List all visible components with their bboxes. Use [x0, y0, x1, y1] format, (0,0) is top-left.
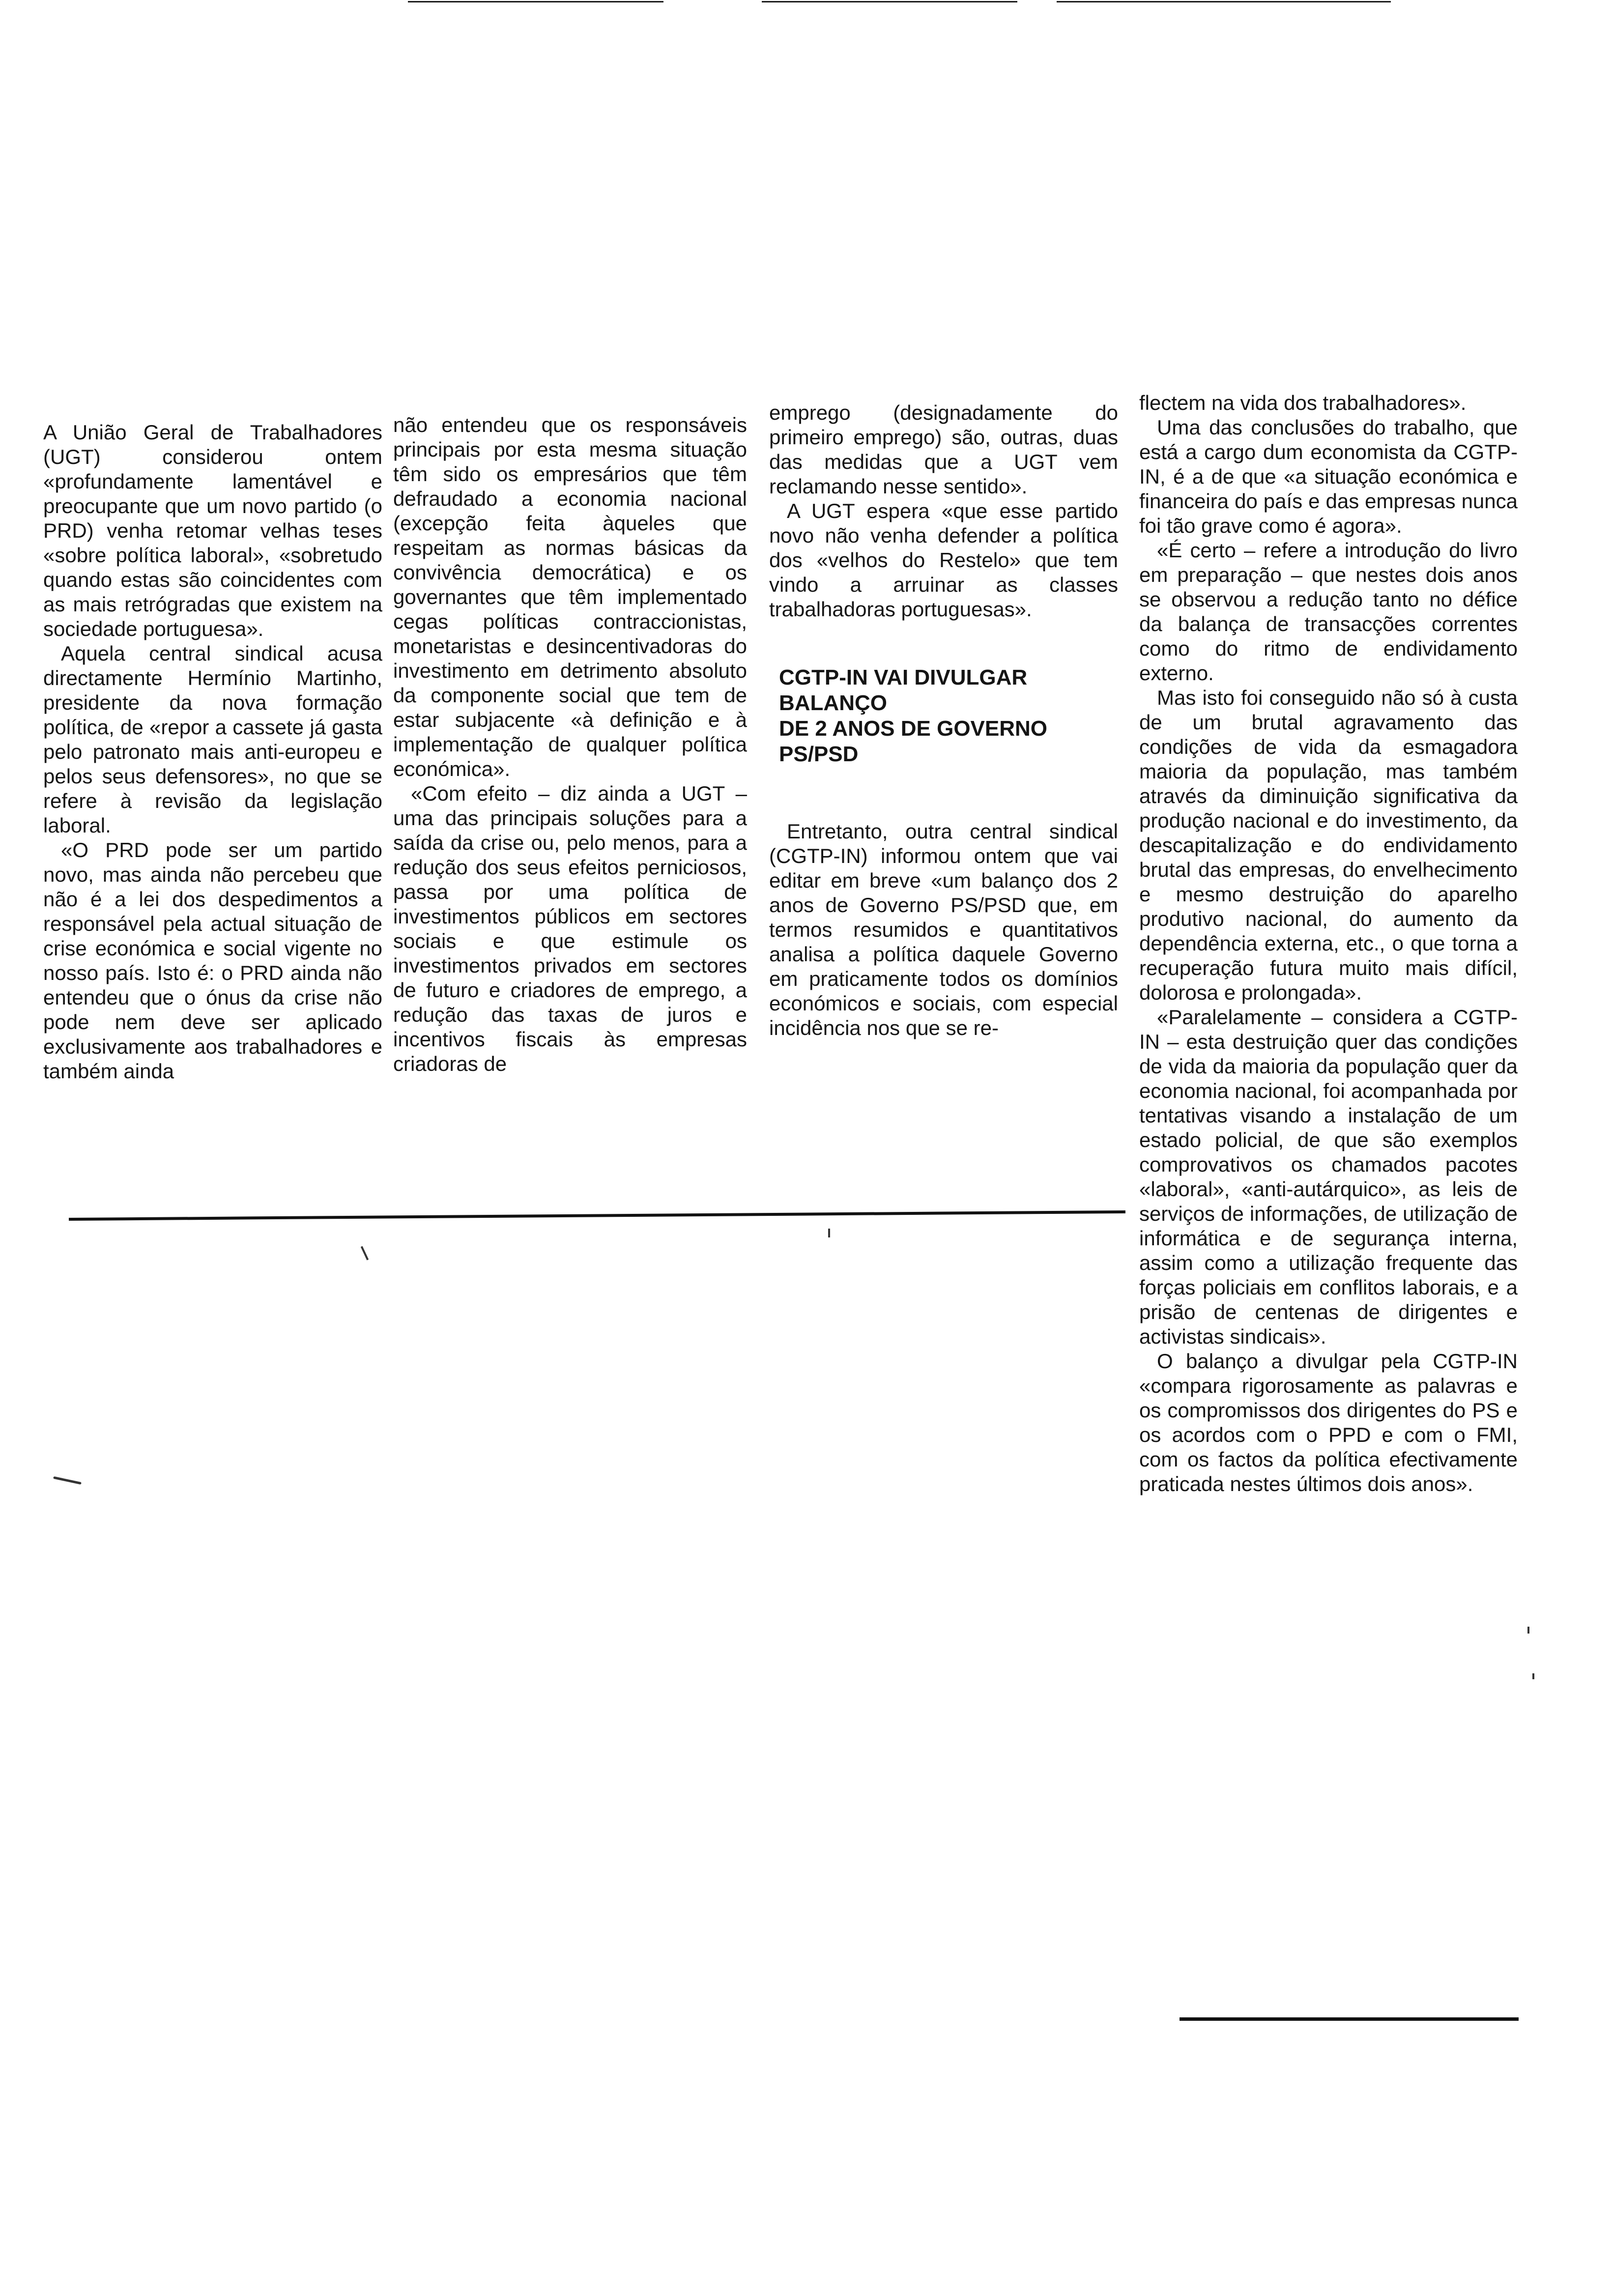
paragraph: flectem na vida dos trabalhadores». [1139, 391, 1467, 414]
headline-line: PS/PSD [779, 742, 859, 766]
article-column-1 [43, 420, 382, 1084]
paragraph: Uma das conclusões do trabalho, que está a cargo dum economista da CGTP-IN, é a de que «a situação económica e financeira do país e das empresas nunca foi tão grave como é agora». [1139, 416, 1518, 537]
article-column-4 [1139, 391, 1518, 1496]
article-column-3 [769, 401, 1118, 1040]
scan-edge-line [762, 1, 1017, 2]
paragraph: «Com efeito – diz ainda a UGT – uma das principais soluções para a saída da crise ou, pelo menos, para a redução dos seus efeitos perniciosos, passa por uma política de investimentos públicos em sectores sociais e que estimule os investimentos privados em sectores de futuro e criadores de emprego, a redução das taxas de juros e incentivos fiscais às empresas criadoras de [393, 782, 747, 1075]
paragraph: «Paralelamente – considera a CGTP-IN – esta destruição quer das condições de vida da maioria da população quer da economia nacional, foi acompanhada por tentativas visando a instalação de um estado policial, de que são exemplos comprovativos os chamados pacotes «laboral», «anti-autárquico», as leis de serviços de informações, de utilização de informática e de segurança interna, assim como a utilização frequente das forças policiais em conflitos laborais, e a prisão de centenas de dirigentes e activistas sindicais». [1139, 1005, 1518, 1348]
headline-line: DE 2 ANOS DE GOVERNO [779, 717, 1048, 741]
scan-speck [1532, 1673, 1534, 1679]
scan-edge-line [408, 1, 663, 2]
paragraph: Aquela central sindical acusa directamente Hermínio Martinho, presidente da nova formação política, de «repor a cassete já gasta pelo patronato mais anti-europeu e pelos seus defensores», no que se refere à revisão da legislação laboral. [43, 642, 382, 837]
headline-line: CGTP-IN VAI DIVULGAR [779, 665, 1028, 689]
paragraph: «O PRD pode ser um partido novo, mas ainda não percebeu que não é a lei dos despedimentos a responsável pela actual situação de crise económica e social vigente no nosso país. Isto é: o PRD ainda não entendeu que o ónus da crise não pode nem deve ser aplicado exclusivamente aos trabalhadores e também ainda [43, 838, 382, 1083]
headline-line: BALANÇO [779, 691, 887, 715]
article-column-2 [393, 413, 747, 1076]
paragraph: O balanço a divulgar pela CGTP-IN «compara rigorosamente as palavras e os compromissos dos dirigentes do PS e os acordos com o PPD e com o FMI, com os factos da política efectivamente praticada nestes últimos dois anos». [1139, 1349, 1518, 1495]
paragraph: Entretanto, outra central sindical (CGTP-IN) informou ontem que vai editar em breve «um balanço dos 2 anos de Governo PS/PSD que, em termos resumidos e quantitativos analisa a política daquele Governo em praticamente todos os domínios económicos e sociais, com especial incidência nos que se re- [769, 820, 1118, 1039]
scan-speck [361, 1246, 369, 1261]
scan-speck [828, 1229, 830, 1237]
paragraph: Mas isto foi conseguido não só à custa de um brutal agravamento das condições de vida da esmagadora maioria da população, mas também através da diminuição significativa da produção nacional e do investimento, da descapitalização e do endividamento brutal das empresas, do envelhecimento e mesmo destruição do aparelho produtivo nacional, do aumento da dependência externa, etc., o que torna a recuperação futura muito mais difícil, dolorosa e prolongada». [1139, 686, 1518, 1004]
paragraph: A União Geral de Trabalhadores (UGT) considerou ontem «profundamente lamentável e preocupante que um novo partido (o PRD) venha retomar velhas teses «sobre política laboral», «sobretudo quando estas são coincidentes com as mais retrógradas que existem na sociedade portuguesa». [43, 421, 382, 640]
scan-edge-line [1057, 1, 1391, 2]
scan-speck [1527, 1627, 1529, 1634]
section-headline [779, 665, 1118, 767]
article-end-rule [1180, 2017, 1519, 2021]
scan-speck [53, 1476, 82, 1485]
paragraph: «É certo – refere a introdução do livro em preparação – que nestes dois anos se observou a redução tanto no défice da balança de transacções correntes como do ritmo de endividamento externo. [1139, 539, 1518, 685]
column-divider-rule [69, 1210, 1125, 1221]
paragraph: emprego (designadamente do primeiro emprego) são, outras, duas das medidas que a UGT vem reclamando nesse sentido». [769, 401, 1118, 498]
paragraph: A UGT espera «que esse partido novo não venha defender a política dos «velhos do Restelo» que tem vindo a arruinar as classes trabalhadoras portuguesas». [769, 499, 1118, 621]
paragraph: não entendeu que os responsáveis principais por esta mesma situação têm sido os empresários que têm defraudado a economia nacional (excepção feita àqueles que respeitam as normas básicas da convivência democrática) e os governantes que têm implementado cegas políticas contraccionistas, monetaristas e desincentivadoras do investimento em detrimento absoluto da componente social que tem de estar subjacente «à definição e à implementação de qualquer política económica». [393, 413, 747, 780]
